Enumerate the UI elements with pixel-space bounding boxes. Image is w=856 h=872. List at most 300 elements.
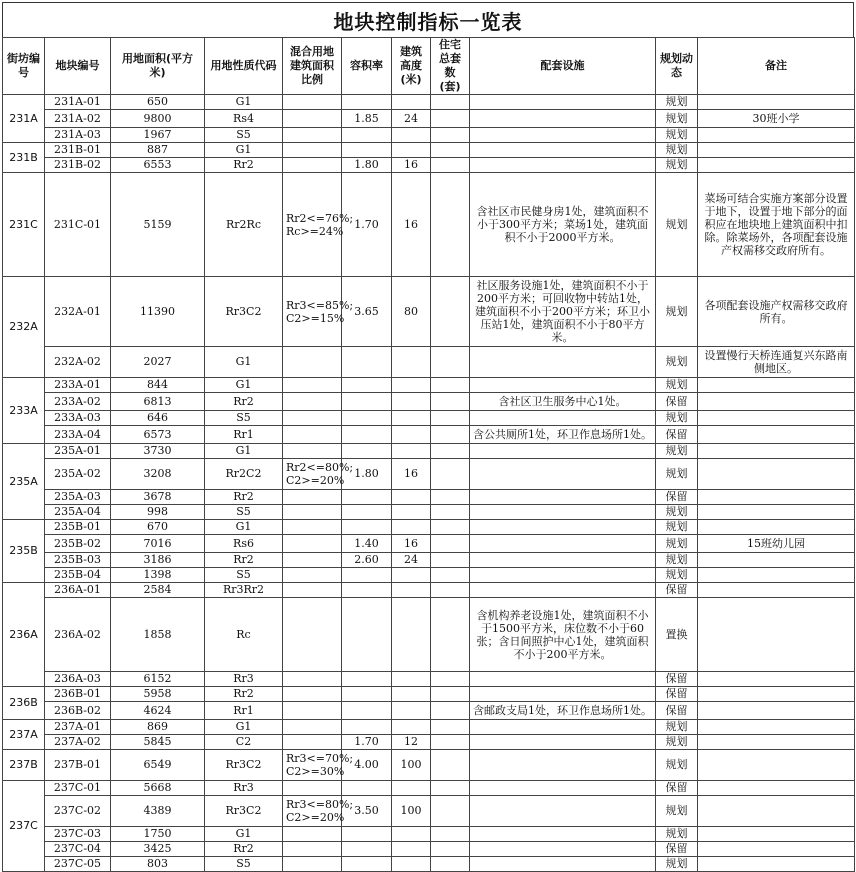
planning-status-cell: 规划 [656, 796, 698, 827]
facilities-cell [470, 490, 656, 505]
table-row [3, 720, 855, 735]
far-cell: 2.60 [342, 553, 392, 568]
parcel-id-cell: 235B-01 [45, 520, 111, 535]
planning-status-cell: 保留 [656, 426, 698, 444]
housing-units-cell [431, 158, 470, 173]
mixed-use-ratio-cell [283, 553, 342, 568]
land-area-cell: 1967 [111, 128, 205, 143]
planning-status-cell: 保留 [656, 393, 698, 411]
land-use-code-cell: G1 [205, 444, 283, 459]
planning-status-cell: 规划 [656, 128, 698, 143]
parcel-id-cell: 231C-01 [45, 173, 111, 277]
land-use-code-cell: Rr3Rr2 [205, 583, 283, 598]
table-row [3, 842, 855, 857]
building-height-cell [392, 411, 431, 426]
far-cell [342, 347, 392, 378]
remarks-cell: 菜场可结合实施方案部分设置于地下，设置于地下部分的面积应在地块地上建筑面积中扣除。除菜场外，各项配套设施产权需移交政府所有。 [698, 173, 855, 277]
facilities-cell [470, 842, 656, 857]
table-row [3, 158, 855, 173]
far-cell: 1.70 [342, 173, 392, 277]
planning-status-cell: 规划 [656, 173, 698, 277]
remarks-cell [698, 735, 855, 750]
planning-status-cell: 保留 [656, 842, 698, 857]
mixed-use-ratio-cell [283, 735, 342, 750]
far-cell: 1.40 [342, 535, 392, 553]
land-use-code-cell: G1 [205, 347, 283, 378]
table-row [3, 520, 855, 535]
remarks-cell: 各项配套设施产权需移交政府所有。 [698, 277, 855, 347]
planning-status-cell: 规划 [656, 857, 698, 872]
land-use-code-cell: Rr3 [205, 781, 283, 796]
building-height-cell: 16 [392, 459, 431, 490]
land-area-cell: 3208 [111, 459, 205, 490]
header-land-area: 用地面积(平方米) [111, 38, 205, 95]
housing-units-cell [431, 378, 470, 393]
mixed-use-ratio-cell [283, 378, 342, 393]
planning-status-cell: 规划 [656, 720, 698, 735]
housing-units-cell [431, 110, 470, 128]
housing-units-cell [431, 720, 470, 735]
building-height-cell: 16 [392, 535, 431, 553]
header-block-no: 街坊编号 [3, 38, 45, 95]
land-use-code-cell: G1 [205, 520, 283, 535]
block-id-cell: 231A [3, 95, 45, 143]
housing-units-cell [431, 490, 470, 505]
facilities-cell: 社区服务设施1处，建筑面积不小于200平方米；可回收物中转站1处，建筑面积不小于200平方米；环卫小压站1处，建筑面积不小于80平方米。 [470, 277, 656, 347]
facilities-cell: 含社区卫生服务中心1处。 [470, 393, 656, 411]
land-area-cell: 5159 [111, 173, 205, 277]
housing-units-cell [431, 598, 470, 672]
mixed-use-ratio-cell [283, 827, 342, 842]
mixed-use-ratio-cell: Rr2<=80%; C2>=20% [283, 459, 342, 490]
table-row [3, 490, 855, 505]
land-area-cell: 6553 [111, 158, 205, 173]
far-cell [342, 505, 392, 520]
far-cell [342, 672, 392, 687]
parcel-id-cell: 232A-02 [45, 347, 111, 378]
land-use-code-cell: G1 [205, 143, 283, 158]
mixed-use-ratio-cell [283, 520, 342, 535]
mixed-use-ratio-cell: Rr3<=70%; C2>=30% [283, 750, 342, 781]
far-cell [342, 393, 392, 411]
far-cell [342, 143, 392, 158]
table-row [3, 781, 855, 796]
block-id-cell: 237A [3, 720, 45, 750]
table-title: 地块控制指标一览表 [2, 2, 854, 37]
remarks-cell [698, 459, 855, 490]
table-row [3, 796, 855, 827]
control-index-sheet [2, 2, 854, 870]
land-use-code-cell: S5 [205, 128, 283, 143]
table-row [3, 426, 855, 444]
planning-status-cell: 保留 [656, 583, 698, 598]
land-use-code-cell: Rr1 [205, 426, 283, 444]
block-id-cell: 231B [3, 143, 45, 173]
housing-units-cell [431, 750, 470, 781]
mixed-use-ratio-cell [283, 857, 342, 872]
far-cell [342, 842, 392, 857]
land-use-code-cell: Rr3C2 [205, 277, 283, 347]
far-cell [342, 520, 392, 535]
mixed-use-ratio-cell: Rr3<=85%; C2>=15% [283, 277, 342, 347]
far-cell: 1.70 [342, 735, 392, 750]
header-remarks: 备注 [698, 38, 855, 95]
facilities-cell [470, 95, 656, 110]
remarks-cell [698, 720, 855, 735]
header-row [3, 38, 855, 95]
building-height-cell [392, 490, 431, 505]
mixed-use-ratio-cell [283, 842, 342, 857]
mixed-use-ratio-cell: Rr2<=76%; Rc>=24% [283, 173, 342, 277]
building-height-cell [392, 583, 431, 598]
facilities-cell [470, 143, 656, 158]
land-area-cell: 9800 [111, 110, 205, 128]
land-use-code-cell: Rs6 [205, 535, 283, 553]
land-use-code-cell: Rr2C2 [205, 459, 283, 490]
building-height-cell [392, 347, 431, 378]
building-height-cell [392, 444, 431, 459]
building-height-cell: 24 [392, 553, 431, 568]
table-row [3, 735, 855, 750]
remarks-cell [698, 444, 855, 459]
facilities-cell [470, 687, 656, 702]
land-area-cell: 803 [111, 857, 205, 872]
planning-status-cell: 规划 [656, 553, 698, 568]
land-use-code-cell: Rs4 [205, 110, 283, 128]
housing-units-cell [431, 781, 470, 796]
planning-status-cell: 规划 [656, 347, 698, 378]
housing-units-cell [431, 535, 470, 553]
housing-units-cell [431, 553, 470, 568]
block-id-cell: 236A [3, 583, 45, 687]
remarks-cell [698, 857, 855, 872]
land-area-cell: 2027 [111, 347, 205, 378]
land-use-code-cell: S5 [205, 411, 283, 426]
far-cell [342, 490, 392, 505]
header-housing-units: 住宅总套数(套) [431, 38, 470, 95]
mixed-use-ratio-cell [283, 444, 342, 459]
housing-units-cell [431, 347, 470, 378]
land-area-cell: 1398 [111, 568, 205, 583]
parcel-id-cell: 233A-01 [45, 378, 111, 393]
land-area-cell: 650 [111, 95, 205, 110]
far-cell [342, 781, 392, 796]
housing-units-cell [431, 459, 470, 490]
housing-units-cell [431, 568, 470, 583]
remarks-cell: 30班小学 [698, 110, 855, 128]
mixed-use-ratio-cell [283, 110, 342, 128]
land-area-cell: 5668 [111, 781, 205, 796]
facilities-cell [470, 720, 656, 735]
remarks-cell [698, 568, 855, 583]
housing-units-cell [431, 505, 470, 520]
housing-units-cell [431, 143, 470, 158]
land-use-code-cell: Rr2Rc [205, 173, 283, 277]
parcel-id-cell: 236A-03 [45, 672, 111, 687]
block-id-cell: 236B [3, 687, 45, 720]
housing-units-cell [431, 842, 470, 857]
mixed-use-ratio-cell [283, 568, 342, 583]
table-row [3, 347, 855, 378]
housing-units-cell [431, 672, 470, 687]
mixed-use-ratio-cell [283, 490, 342, 505]
parcel-id-cell: 235B-04 [45, 568, 111, 583]
housing-units-cell [431, 583, 470, 598]
far-cell [342, 720, 392, 735]
land-area-cell: 4624 [111, 702, 205, 720]
table-body [3, 95, 855, 872]
land-area-cell: 3425 [111, 842, 205, 857]
remarks-cell [698, 505, 855, 520]
building-height-cell [392, 687, 431, 702]
parcel-id-cell: 233A-04 [45, 426, 111, 444]
header-planning-status: 规划动态 [656, 38, 698, 95]
planning-status-cell: 规划 [656, 827, 698, 842]
parcel-id-cell: 235A-01 [45, 444, 111, 459]
table-row [3, 143, 855, 158]
mixed-use-ratio-cell [283, 95, 342, 110]
parcel-id-cell: 237A-02 [45, 735, 111, 750]
housing-units-cell [431, 128, 470, 143]
parcel-id-cell: 233A-02 [45, 393, 111, 411]
land-use-code-cell: S5 [205, 857, 283, 872]
building-height-cell [392, 95, 431, 110]
building-height-cell [392, 143, 431, 158]
far-cell: 3.65 [342, 277, 392, 347]
remarks-cell [698, 378, 855, 393]
land-use-code-cell: Rr2 [205, 553, 283, 568]
building-height-cell [392, 378, 431, 393]
planning-status-cell: 保留 [656, 781, 698, 796]
planning-status-cell: 规划 [656, 735, 698, 750]
land-use-code-cell: Rr2 [205, 687, 283, 702]
block-id-cell: 232A [3, 277, 45, 378]
table-row [3, 505, 855, 520]
remarks-cell [698, 796, 855, 827]
remarks-cell [698, 520, 855, 535]
table-row [3, 568, 855, 583]
table-row [3, 750, 855, 781]
housing-units-cell [431, 95, 470, 110]
table-row [3, 444, 855, 459]
housing-units-cell [431, 411, 470, 426]
facilities-cell: 含机构养老设施1处，建筑面积不小于1500平方米，床位数不小于60张；含日间照护中心1处，建筑面积不小于200平方米。 [470, 598, 656, 672]
planning-status-cell: 置换 [656, 598, 698, 672]
building-height-cell [392, 505, 431, 520]
table-row [3, 827, 855, 842]
mixed-use-ratio-cell [283, 583, 342, 598]
remarks-cell [698, 490, 855, 505]
mixed-use-ratio-cell [283, 535, 342, 553]
mixed-use-ratio-cell [283, 687, 342, 702]
remarks-cell [698, 128, 855, 143]
mixed-use-ratio-cell [283, 702, 342, 720]
parcel-id-cell: 237C-05 [45, 857, 111, 872]
land-use-code-cell: Rr3 [205, 672, 283, 687]
table-row [3, 110, 855, 128]
facilities-cell [470, 459, 656, 490]
parcel-id-cell: 232A-01 [45, 277, 111, 347]
remarks-cell [698, 553, 855, 568]
planning-status-cell: 规划 [656, 520, 698, 535]
building-height-cell [392, 857, 431, 872]
facilities-cell [470, 796, 656, 827]
mixed-use-ratio-cell [283, 505, 342, 520]
far-cell: 1.80 [342, 459, 392, 490]
mixed-use-ratio-cell [283, 393, 342, 411]
planning-status-cell: 规划 [656, 158, 698, 173]
facilities-cell: 含公共厕所1处，环卫作息场所1处。 [470, 426, 656, 444]
remarks-cell [698, 583, 855, 598]
building-height-cell [392, 568, 431, 583]
far-cell [342, 687, 392, 702]
building-height-cell [392, 720, 431, 735]
facilities-cell [470, 128, 656, 143]
table-row [3, 459, 855, 490]
building-height-cell: 100 [392, 750, 431, 781]
mixed-use-ratio-cell [283, 158, 342, 173]
table-row [3, 411, 855, 426]
land-use-code-cell: Rr2 [205, 158, 283, 173]
block-id-cell: 231C [3, 173, 45, 277]
table-row [3, 378, 855, 393]
parcel-id-cell: 237C-01 [45, 781, 111, 796]
header-land-use-code: 用地性质代码 [205, 38, 283, 95]
remarks-cell: 设置慢行天桥连通复兴东路南侧地区。 [698, 347, 855, 378]
planning-status-cell: 规划 [656, 411, 698, 426]
parcel-id-cell: 237A-01 [45, 720, 111, 735]
table-row [3, 95, 855, 110]
building-height-cell [392, 393, 431, 411]
building-height-cell: 80 [392, 277, 431, 347]
far-cell [342, 857, 392, 872]
mixed-use-ratio-cell [283, 128, 342, 143]
land-use-code-cell: Rr1 [205, 702, 283, 720]
land-area-cell: 869 [111, 720, 205, 735]
mixed-use-ratio-cell [283, 781, 342, 796]
land-use-code-cell: Rr3C2 [205, 796, 283, 827]
planning-status-cell: 规划 [656, 143, 698, 158]
facilities-cell [470, 158, 656, 173]
block-id-cell: 237B [3, 750, 45, 781]
table-row [3, 128, 855, 143]
table-row [3, 687, 855, 702]
building-height-cell [392, 598, 431, 672]
remarks-cell [698, 411, 855, 426]
far-cell: 1.85 [342, 110, 392, 128]
facilities-cell [470, 347, 656, 378]
land-area-cell: 6152 [111, 672, 205, 687]
housing-units-cell [431, 735, 470, 750]
building-height-cell: 100 [392, 796, 431, 827]
facilities-cell [470, 735, 656, 750]
facilities-cell [470, 857, 656, 872]
parcel-id-cell: 231B-02 [45, 158, 111, 173]
facilities-cell [470, 553, 656, 568]
parcel-id-cell: 235B-02 [45, 535, 111, 553]
planning-status-cell: 保留 [656, 702, 698, 720]
parcel-id-cell: 235B-03 [45, 553, 111, 568]
planning-status-cell: 规划 [656, 277, 698, 347]
land-area-cell: 998 [111, 505, 205, 520]
far-cell [342, 95, 392, 110]
housing-units-cell [431, 796, 470, 827]
far-cell [342, 598, 392, 672]
planning-status-cell: 规划 [656, 535, 698, 553]
housing-units-cell [431, 687, 470, 702]
land-area-cell: 7016 [111, 535, 205, 553]
remarks-cell [698, 426, 855, 444]
land-use-code-cell: Rc [205, 598, 283, 672]
land-use-code-cell: S5 [205, 505, 283, 520]
table-row [3, 598, 855, 672]
parcel-id-cell: 237B-01 [45, 750, 111, 781]
land-use-code-cell: C2 [205, 735, 283, 750]
planning-status-cell: 保留 [656, 672, 698, 687]
land-area-cell: 5958 [111, 687, 205, 702]
housing-units-cell [431, 277, 470, 347]
far-cell [342, 128, 392, 143]
land-area-cell: 5845 [111, 735, 205, 750]
land-area-cell: 11390 [111, 277, 205, 347]
planning-status-cell: 规划 [656, 505, 698, 520]
planning-status-cell: 规划 [656, 459, 698, 490]
facilities-cell: 含社区市民健身房1处，建筑面积不小于300平方米；菜场1处，建筑面积不小于2000平方米。 [470, 173, 656, 277]
parcel-id-cell: 231A-02 [45, 110, 111, 128]
mixed-use-ratio-cell: Rr3<=80%; C2>=20% [283, 796, 342, 827]
land-area-cell: 6549 [111, 750, 205, 781]
facilities-cell [470, 672, 656, 687]
land-area-cell: 6813 [111, 393, 205, 411]
facilities-cell [470, 520, 656, 535]
building-height-cell [392, 827, 431, 842]
header-mixed-use-ratio: 混合用地建筑面积比例 [283, 38, 342, 95]
housing-units-cell [431, 393, 470, 411]
building-height-cell: 24 [392, 110, 431, 128]
parcel-id-cell: 231A-03 [45, 128, 111, 143]
building-height-cell [392, 128, 431, 143]
land-use-code-cell: Rr2 [205, 842, 283, 857]
housing-units-cell [431, 857, 470, 872]
planning-status-cell: 规划 [656, 110, 698, 128]
remarks-cell [698, 827, 855, 842]
remarks-cell [698, 842, 855, 857]
mixed-use-ratio-cell [283, 426, 342, 444]
land-area-cell: 844 [111, 378, 205, 393]
building-height-cell [392, 702, 431, 720]
facilities-cell [470, 750, 656, 781]
facilities-cell [470, 568, 656, 583]
table-row [3, 277, 855, 347]
land-use-code-cell: Rr3C2 [205, 750, 283, 781]
far-cell [342, 411, 392, 426]
remarks-cell [698, 672, 855, 687]
table-row [3, 173, 855, 277]
remarks-cell [698, 687, 855, 702]
block-id-cell: 233A [3, 378, 45, 444]
facilities-cell: 含邮政支局1处，环卫作息场所1处。 [470, 702, 656, 720]
block-id-cell: 235B [3, 520, 45, 583]
remarks-cell [698, 781, 855, 796]
facilities-cell [470, 378, 656, 393]
land-area-cell: 6573 [111, 426, 205, 444]
block-id-cell: 237C [3, 781, 45, 872]
housing-units-cell [431, 520, 470, 535]
land-area-cell: 646 [111, 411, 205, 426]
land-use-code-cell: S5 [205, 568, 283, 583]
land-use-code-cell: G1 [205, 378, 283, 393]
land-use-code-cell: G1 [205, 720, 283, 735]
